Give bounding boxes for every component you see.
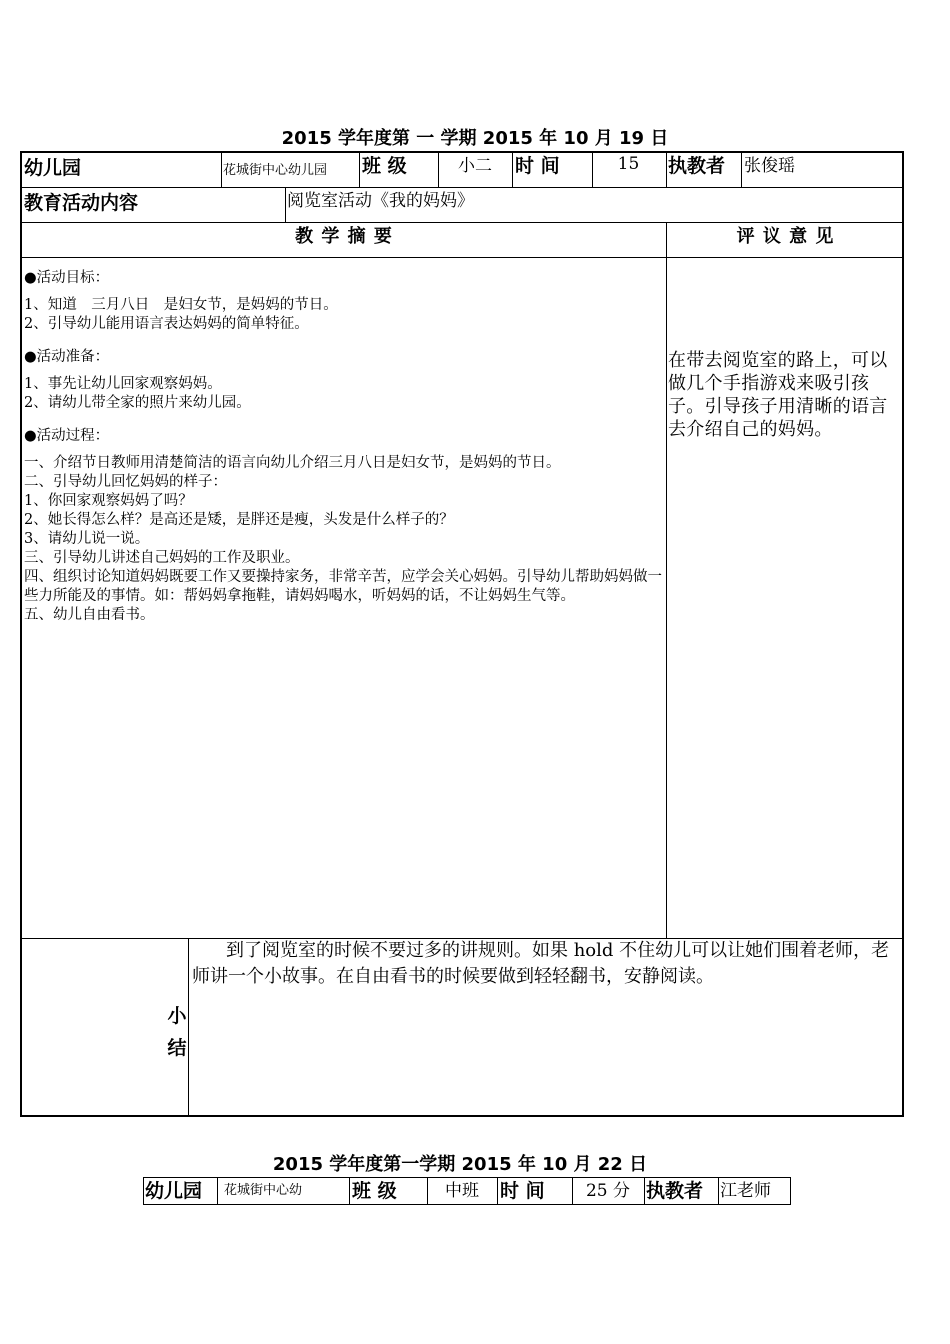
content-line: 五、幼儿自由看书。 (24, 607, 155, 623)
teacher-value: 江老师 (720, 1181, 771, 1201)
kindergarten-value: 花城街中心幼 (224, 1183, 303, 1198)
time-label: 时 间 (515, 155, 560, 177)
content-line: ●活动过程： (24, 428, 110, 444)
content-line: 1、你回家观察妈妈了吗？ (24, 493, 193, 509)
teaching-content (24, 269, 668, 625)
class-value: 小二 (458, 156, 492, 176)
class-value: 中班 (445, 1181, 479, 1201)
summary-label: 小结 (167, 1005, 187, 1059)
content-line: 三、引导幼儿讲述自己妈妈的工作及职业。 (24, 550, 300, 566)
content-line: 一、介绍节日教师用清楚简洁的语言向幼儿介绍三月八日是妇女节，是妈妈的节日。 (24, 455, 561, 471)
content-line: ●活动目标： (24, 270, 110, 286)
page2-header-table (143, 1177, 791, 1205)
content-line: 1、知道 三月八日 是妇女节，是妈妈的节日。 (24, 297, 338, 313)
time-label: 时 间 (500, 1180, 545, 1202)
content-line: 1、事先让幼儿回家观察妈妈。 (24, 376, 222, 392)
teacher-label: 执教者 (668, 155, 726, 177)
activity-label: 教育活动内容 (24, 192, 139, 214)
content-line: 2、请幼儿带全家的照片来幼儿园。 (24, 395, 251, 411)
time-value: 25 分 (585, 1181, 631, 1201)
comment-text: 在带去阅览室的路上，可以做几个手指游戏来吸引孩子。引导孩子用清晰的语言去介绍自己的妈妈。 (668, 350, 888, 440)
kindergarten-label: 幼儿园 (145, 1180, 203, 1202)
page2-title: 2015 学年度第一学期 2015 年 10 月 22 日 (272, 1154, 648, 1175)
lesson-record-table (20, 151, 904, 1117)
page-title: 2015 学年度第 一 学期 2015 年 10 月 19 日 (281, 128, 669, 149)
comment-header: 评 议 意 见 (736, 226, 835, 247)
activity-value: 阅览室活动《我的妈妈》 (287, 191, 474, 211)
content-line: 3、请幼儿说一说。 (24, 531, 150, 547)
kindergarten-value: 花城街中心幼儿园 (223, 163, 328, 178)
kindergarten-label: 幼儿园 (24, 157, 82, 179)
time-value: 15 (617, 154, 640, 174)
summary-header: 教 学 摘 要 (295, 226, 393, 247)
content-line: 2、她长得怎么样？是高还是矮，是胖还是瘦，头发是什么样子的？ (24, 512, 454, 528)
teacher-value: 张俊瑶 (744, 156, 795, 176)
class-label: 班 级 (362, 155, 407, 177)
content-line: 2、引导幼儿能用语言表达妈妈的简单特征。 (24, 316, 309, 332)
content-line: ●活动准备： (24, 349, 110, 365)
summary-text: 到了阅览室的时候不要过多的讲规则。如果 hold 不住幼儿可以让她们围着老师，老师讲一个小故事。在自由看书的时候要做到轻轻翻书，安静阅读。 (192, 940, 890, 987)
content-line: 二、引导幼儿回忆妈妈的样子： (24, 474, 227, 490)
content-line: 四、组织讨论知道妈妈既要工作又要操持家务，非常辛苦，应学会关心妈妈。引导幼儿帮助妈妈做一些力所能及的事情。如：帮妈妈拿拖鞋，请妈妈喝水，听妈妈的话，不让妈妈生气等。 (24, 569, 662, 604)
teacher-label: 执教者 (646, 1180, 704, 1202)
class-label: 班 级 (352, 1180, 397, 1202)
